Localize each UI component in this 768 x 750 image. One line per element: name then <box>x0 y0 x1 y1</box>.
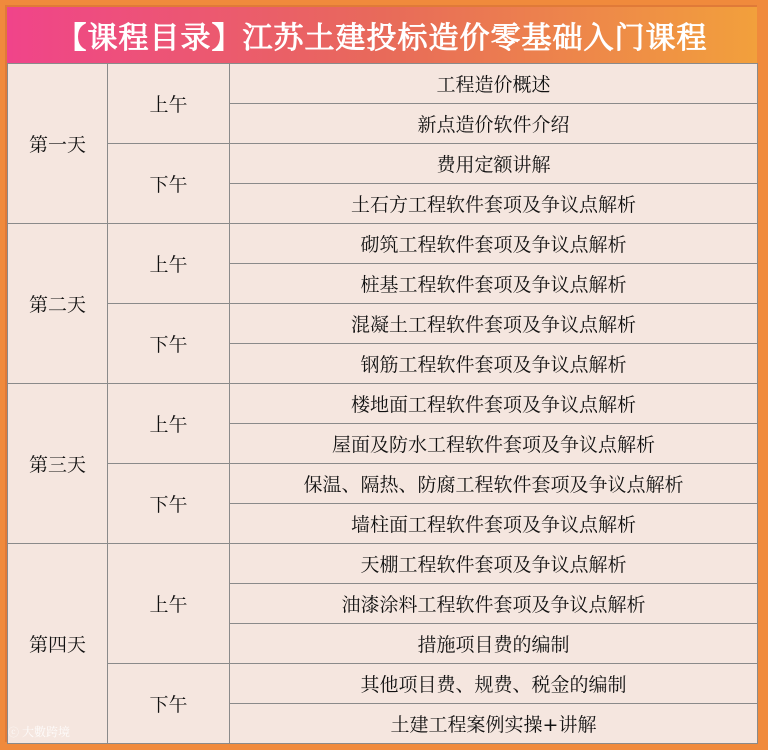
topic-cell: 桩基工程软件套项及争议点解析 <box>230 264 758 304</box>
page-title: 【课程目录】江苏土建投标造价零基础入门课程 <box>56 21 708 56</box>
watermark-text: 大數跨境 <box>22 725 71 739</box>
table-row <box>8 664 758 704</box>
table-row <box>8 224 758 264</box>
day-cell: 第四天 <box>8 544 108 744</box>
table-row <box>8 304 758 344</box>
topic-cell: 屋面及防水工程软件套项及争议点解析 <box>230 424 758 464</box>
table-row <box>8 544 758 584</box>
table-row <box>8 384 758 424</box>
topic-cell: 油漆涂料工程软件套项及争议点解析 <box>230 584 758 624</box>
day-cell: 第二天 <box>8 224 108 384</box>
table-row <box>8 144 758 184</box>
topic-cell: 楼地面工程软件套项及争议点解析 <box>230 384 758 424</box>
title-banner <box>7 7 757 63</box>
period-cell: 上午 <box>108 224 230 304</box>
topic-cell: 混凝土工程软件套项及争议点解析 <box>230 304 758 344</box>
topic-cell: 土建工程案例实操+讲解 <box>230 704 758 744</box>
day-cell: 第一天 <box>8 64 108 224</box>
topic-cell: 保温、隔热、防腐工程软件套项及争议点解析 <box>230 464 758 504</box>
topic-cell: 其他项目费、规费、税金的编制 <box>230 664 758 704</box>
table-row <box>8 64 758 104</box>
period-cell: 下午 <box>108 304 230 384</box>
period-cell: 上午 <box>108 384 230 464</box>
period-cell: 上午 <box>108 544 230 664</box>
topic-cell: 土石方工程软件套项及争议点解析 <box>230 184 758 224</box>
topic-cell: 砌筑工程软件套项及争议点解析 <box>230 224 758 264</box>
period-cell: 上午 <box>108 64 230 144</box>
topic-cell: 新点造价软件介绍 <box>230 104 758 144</box>
watermark <box>8 723 70 740</box>
day-cell: 第三天 <box>8 384 108 544</box>
course-schedule-table <box>7 63 758 744</box>
topic-cell: 工程造价概述 <box>230 64 758 104</box>
topic-cell: 钢筋工程软件套项及争议点解析 <box>230 344 758 384</box>
watermark-logo-icon: ⓒ <box>8 725 19 739</box>
topic-cell: 费用定额讲解 <box>230 144 758 184</box>
topic-cell: 墙柱面工程软件套项及争议点解析 <box>230 504 758 544</box>
period-cell: 下午 <box>108 664 230 744</box>
period-cell: 下午 <box>108 144 230 224</box>
topic-cell: 措施项目费的编制 <box>230 624 758 664</box>
topic-cell: 天棚工程软件套项及争议点解析 <box>230 544 758 584</box>
period-cell: 下午 <box>108 464 230 544</box>
table-row <box>8 464 758 504</box>
